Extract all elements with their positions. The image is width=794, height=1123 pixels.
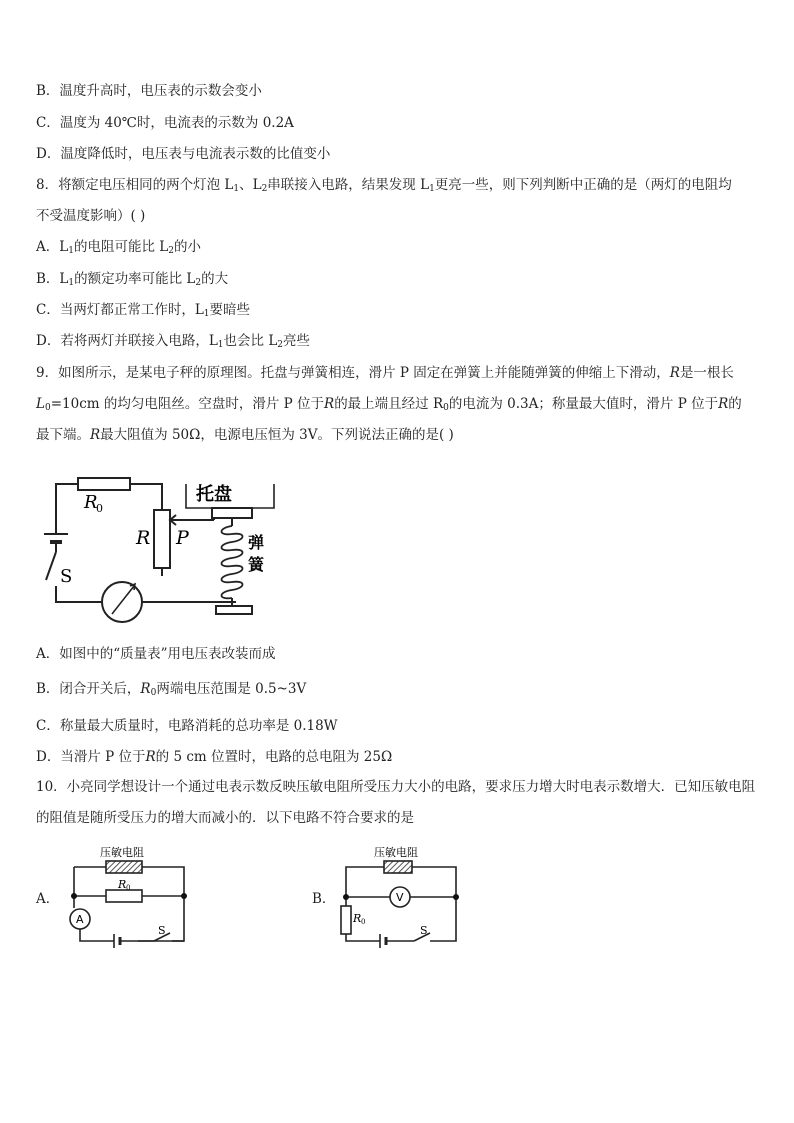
text-part: 的额定功率可能比 L	[74, 271, 196, 287]
text-part: 亮些	[283, 333, 311, 349]
r0-subscript: 0	[96, 502, 103, 515]
q9-option-a: A．如图中的“质量表”用电压表改装而成	[36, 646, 276, 662]
sensor-label: 压敏电阻	[374, 846, 418, 859]
variable-r: R	[669, 365, 680, 381]
subscript: 1	[68, 246, 74, 256]
text-part: 是一根长	[679, 365, 734, 381]
q8-stem-part: 、L	[239, 177, 262, 193]
subscript: 0	[44, 403, 51, 413]
q7-option-b: B．温度升高时，电压表的示数会变小	[36, 83, 262, 99]
text-part: 最下端。	[36, 427, 90, 443]
subscript: 0	[443, 403, 449, 413]
text-part: 的最上端且经过 R	[334, 396, 444, 412]
q9-electronic-scale-diagram	[36, 468, 336, 628]
r0-label: R	[118, 878, 127, 891]
text-part: =10cm 的均匀电阻丝。空盘时，滑片 P 位于	[50, 396, 325, 412]
q8-stem-part: 串联接入电路，结果发现 L	[267, 177, 430, 193]
r-label: R	[136, 527, 151, 549]
subscript: 1	[217, 340, 224, 350]
rheostat-r	[154, 510, 170, 568]
subscript: 2	[168, 246, 174, 256]
tray-plate	[212, 508, 252, 518]
text-part: 的	[728, 396, 742, 412]
voltmeter-label: V	[396, 891, 404, 904]
text-part: D．若将两灯并联接入电路，L	[36, 333, 218, 349]
r0-resistor	[341, 906, 351, 934]
q8-option-c	[36, 301, 250, 323]
spring-base	[216, 606, 252, 614]
p-label: P	[176, 527, 189, 549]
q10-circuit-b	[338, 842, 468, 952]
spring-label-2: 簧	[248, 555, 265, 574]
q8-option-d	[36, 332, 310, 354]
text-part: 的大	[201, 271, 229, 287]
switch-label: S	[60, 566, 73, 587]
pressure-sensor-resistor	[106, 861, 142, 873]
q10-stem: 10．小亮同学想设计一个通过电表示数反映压敏电阻所受压力大小的电路，要求压力增大时电表示数增大．已知压敏电阻的阻值是随所受压力的增大而减小的．以下电路不符合要求的是	[36, 779, 756, 826]
switch-label: S	[420, 924, 428, 937]
text-part: D．当滑片 P 位于	[36, 749, 146, 765]
r0-label: R	[353, 912, 362, 925]
spring-coil	[222, 526, 243, 598]
text-part: B．L	[36, 271, 69, 287]
q8-option-b	[36, 270, 228, 292]
r0-subscript: 0	[361, 918, 366, 926]
q7-option-c: C．温度为 40℃时，电流表的示数为 0.2A	[36, 115, 294, 131]
subscript: 2	[261, 184, 268, 194]
subscript: 1	[203, 309, 210, 319]
pressure-sensor-resistor	[384, 861, 412, 873]
q9-option-c: C．称量最大质量时，电路消耗的总功率是 0.18W	[36, 718, 338, 734]
ammeter-label: A	[76, 913, 84, 926]
sensor-label: 压敏电阻	[100, 846, 144, 859]
q10-option-a-label: A．	[36, 891, 60, 907]
tray-label: 托盘	[196, 484, 232, 505]
spring-label-1: 弹	[248, 533, 265, 552]
text-part: C．当两灯都正常工作时，L	[36, 302, 204, 318]
r0-resistor	[78, 478, 130, 490]
text-part: A．L	[36, 239, 69, 255]
q8-option-a	[36, 238, 201, 260]
text-part: 的电流为 0.3A；称量最大值时，滑片 P 位于	[448, 396, 719, 412]
subscript: 1	[68, 278, 75, 288]
text-part: 的小	[173, 239, 201, 255]
variable-r: R	[90, 427, 101, 443]
text-part: 9．如图所示，是某电子秤的原理图。托盘与弹簧相连，滑片 P 固定在弹簧上并能随弹簧的伸缩上下滑动，	[36, 365, 670, 381]
variable-l: L	[36, 396, 45, 412]
q7-option-d: D．温度降低时，电压表与电流表示数的比值变小	[36, 146, 331, 162]
variable-r: R	[145, 749, 156, 765]
subscript: 0	[150, 688, 157, 698]
variable-r: R	[140, 681, 151, 697]
q10-circuit-a	[66, 842, 196, 952]
subscript: 2	[195, 278, 202, 288]
text-part: 也会比 L	[223, 333, 278, 349]
text-part: 的 5 cm 位置时，电路的总电阻为 25Ω	[155, 749, 393, 765]
q9-option-d	[36, 748, 392, 766]
text-part: B．闭合开关后，	[36, 681, 141, 697]
q9-stem-line2	[36, 395, 742, 417]
text-part: 的电阻可能比 L	[73, 239, 169, 255]
q10-option-b-label: B．	[312, 891, 336, 907]
r0-subscript: 0	[126, 884, 131, 892]
q8-stem-part: 8．将额定电压相同的两个灯泡 L	[36, 177, 234, 193]
subscript: 2	[277, 340, 284, 350]
switch-label: S	[158, 924, 166, 937]
q8-stem-line1	[36, 176, 732, 198]
subscript: 1	[233, 184, 240, 194]
variable-r: R	[324, 396, 335, 412]
text-part: 两端电压范围是 0.5~3V	[156, 681, 307, 697]
variable-r: R	[718, 396, 729, 412]
switch-blade	[46, 552, 56, 580]
r0-resistor	[106, 890, 142, 902]
text-part: 要暗些	[209, 302, 251, 318]
q9-stem-line1	[36, 364, 734, 382]
text-part: 最大阻值为 50Ω，电源电压恒为 3V。下列说法正确的是( )	[100, 427, 454, 443]
q9-option-b	[36, 680, 306, 702]
subscript: 1	[429, 184, 435, 194]
r0-label: R	[84, 492, 98, 513]
q8-stem-line2: 不受温度影响）( )	[36, 208, 146, 224]
q8-stem-part: 更亮一些，则下列判断中正确的是（两灯的电阻均	[434, 177, 732, 193]
q9-stem-line3	[36, 426, 454, 444]
